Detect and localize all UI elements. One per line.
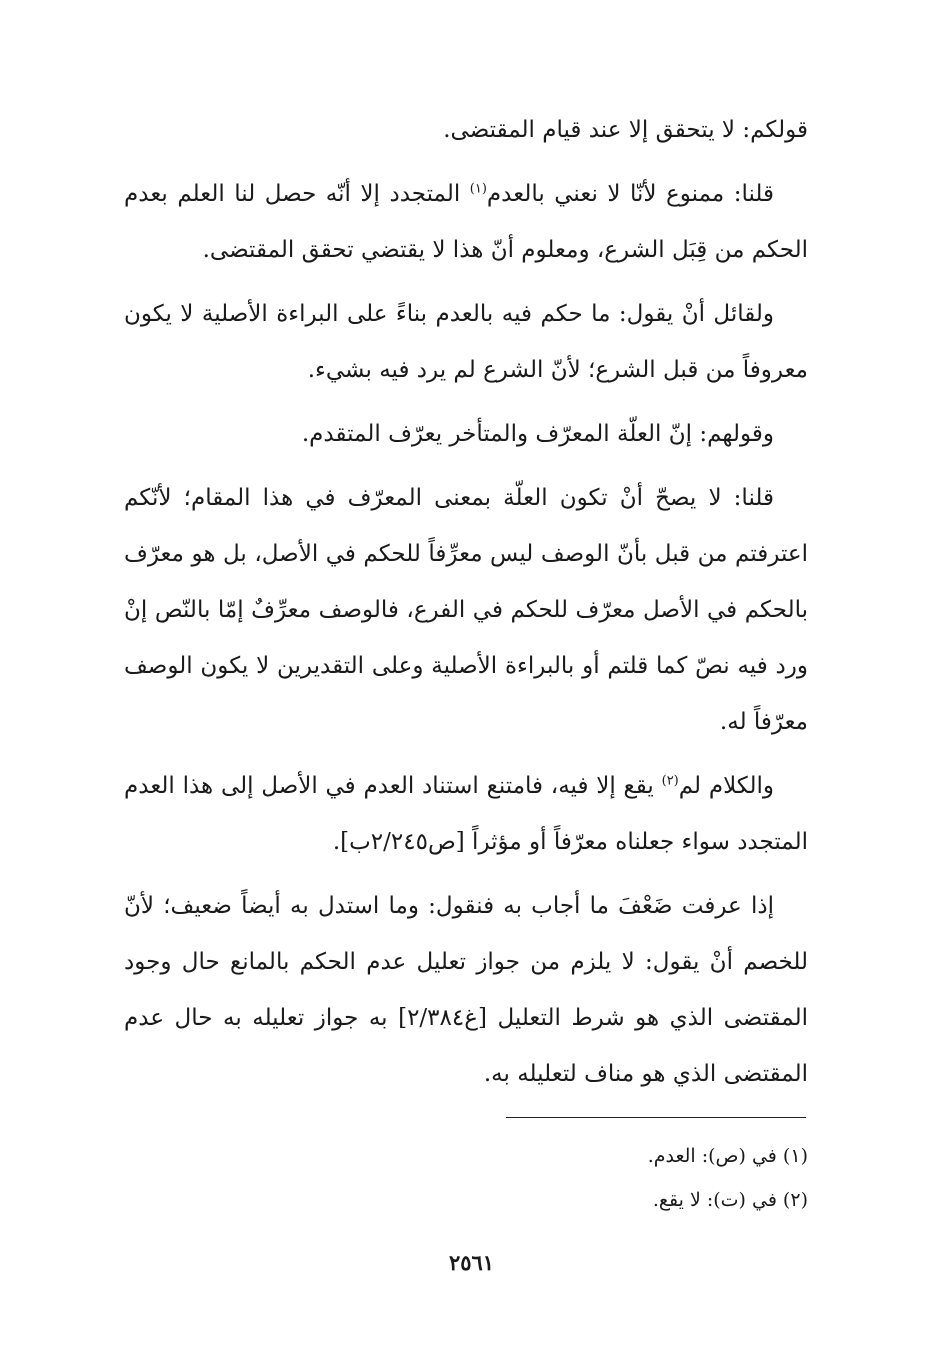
footnote-2: (٢) في (ت): لا يقع.	[652, 1189, 808, 1211]
footnote-ref-1[interactable]: (١)	[469, 181, 487, 197]
paragraph-1: قولكم: لا يتحقق إلا عند قيام المقتضى.	[443, 117, 808, 143]
paragraph-2: قلنا: ممنوع لأنّا لا نعني بالعدم$^{(١)}$ المتجدد إلا أنّه حصل لنا العلم بعدم الحكم من قِبَل الشرع، ومعلوم أنّ هذا لا يقتضي تحقق المقتضى.	[124, 181, 808, 263]
paragraph-6: والكلام لم$^{(٢)}$ يقع إلا فيه، فامتنع استناد العدم في الأصل إلى هذا العدم المتجدد سواء جعلناه معرّفاً أو مؤثراً [ص٢/٢٤٥ب].	[124, 773, 808, 855]
paragraph-7: إذا عرفت ضَعْفَ ما أجاب به فنقول: وما استدل به أيضاً ضعيف؛ لأنّ للخصم أنْ يقول: لا يلزم من جواز تعليل عدم الحكم بالمانع حال وجود المقتضى الذي هو شرط التعليل [غ٢/٣٨٤] به جواز تعليله به حال عدم المقتضى الذي هو مناف لتعليله به.	[124, 893, 809, 1087]
main-text	[124, 102, 808, 1110]
footnote-separator	[506, 1117, 806, 1118]
footnote-ref-2[interactable]: (٢)	[661, 773, 679, 789]
paragraph-3: ولقائل أنْ يقول: ما حكم فيه بالعدم بناءً على البراءة الأصلية لا يكون معروفاً من قبل الشرع؛ لأنّ الشرع لم يرد فيه بشيء.	[124, 301, 808, 383]
footnote-1: (١) في (ص): العدم.	[647, 1145, 808, 1167]
paragraph-5: قلنا: لا يصحّ أنْ تكون العلّة بمعنى المعرّف في هذا المقام؛ لأنّكم اعترفتم من قبل بأنّ الوصف ليس معرِّفاً للحكم في الأصل، بل هو معرّف بالحكم في الأصل معرّف للحكم في الفرع، فالوصف معرِّفٌ إمّا بالنّص إنْ ورد فيه نصّ كما قلتم أو بالبراءة الأصلية وعلى التقديرين لا يكون الوصف معرّفاً له.	[124, 485, 808, 735]
page-number: ٢٥٦١	[448, 1250, 495, 1275]
paragraph-4: وقولهم: إنّ العلّة المعرّف والمتأخر يعرّف المتقدم.	[301, 421, 774, 447]
footnotes	[124, 1134, 808, 1222]
